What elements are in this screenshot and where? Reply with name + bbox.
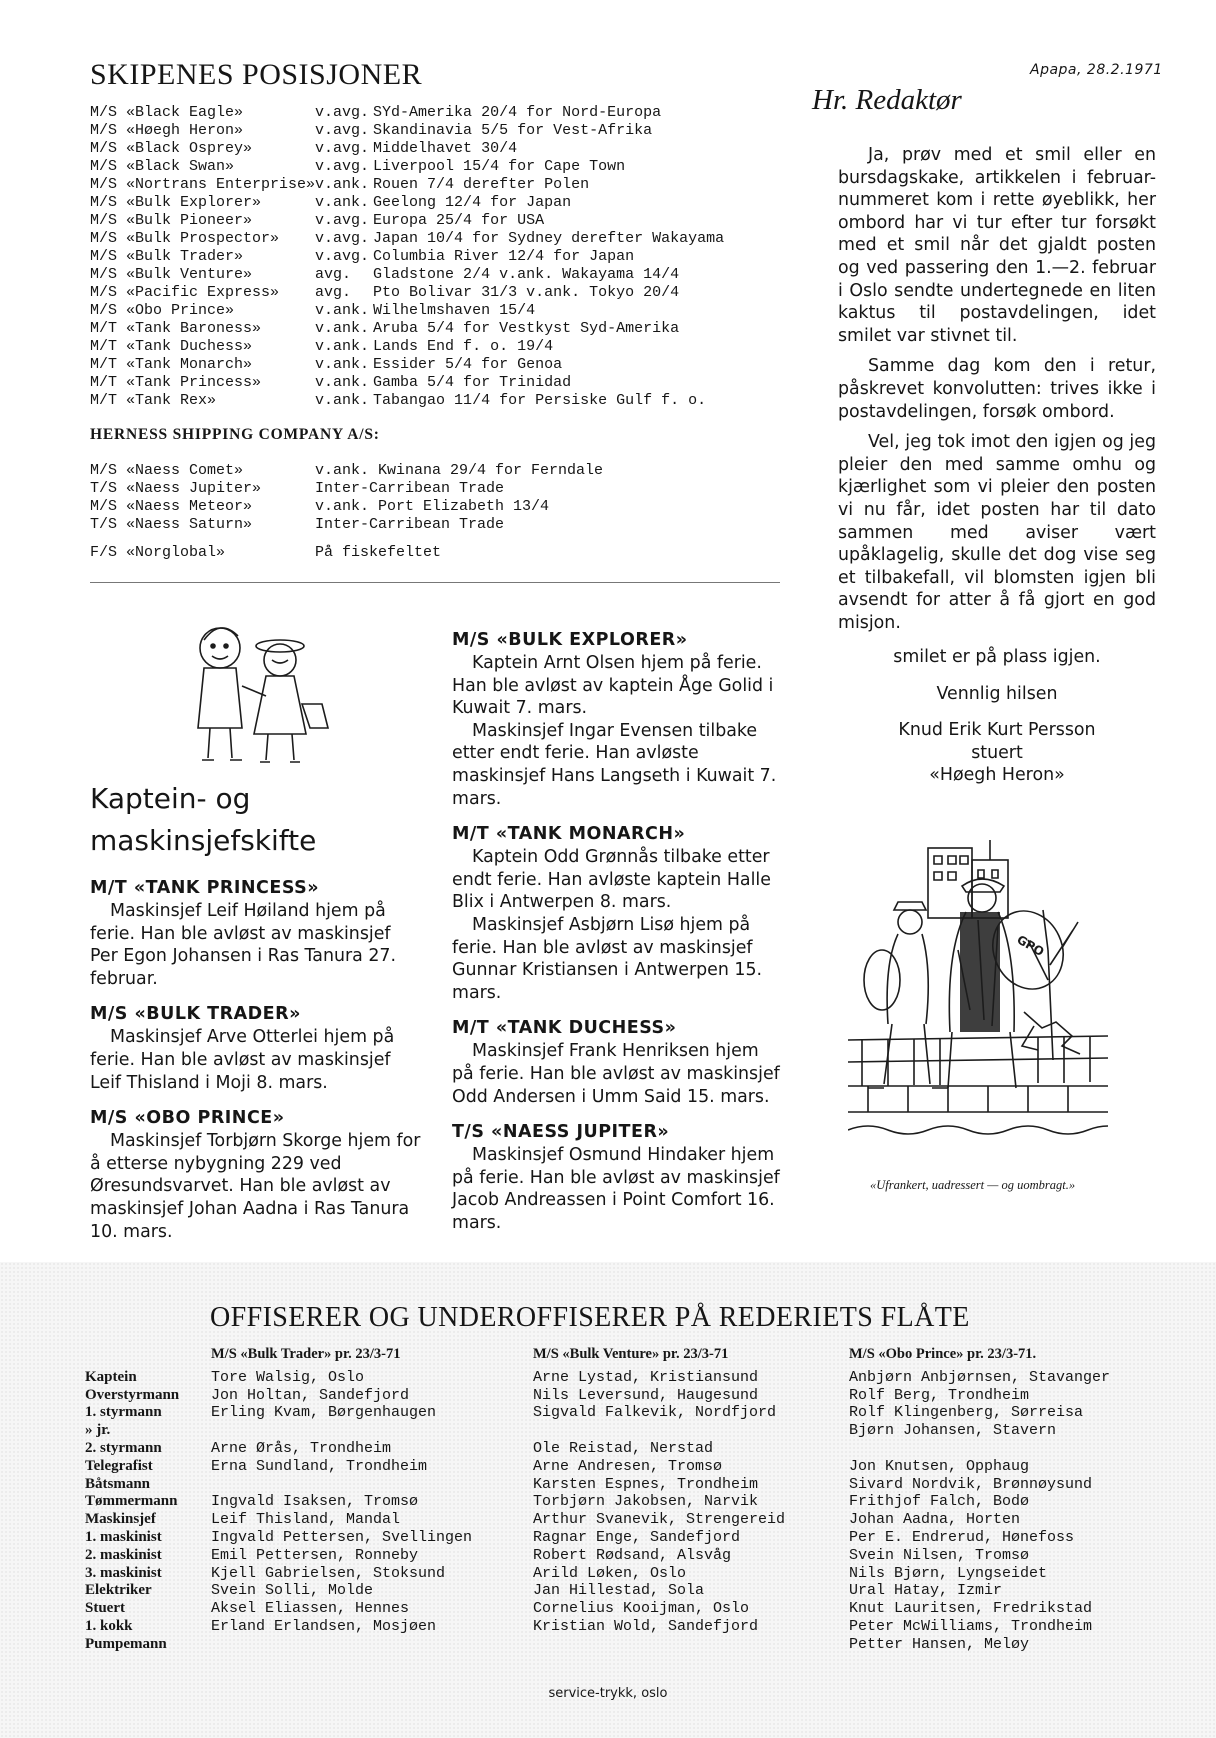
ship-detail: Europa 25/4 for USA — [373, 212, 545, 229]
officer-name: Petter Hansen, Meløy — [849, 1635, 1030, 1653]
article-heading: T/S «NAESS JUPITER» — [452, 1122, 670, 1143]
letter-closing — [838, 646, 1156, 787]
article-body — [452, 846, 782, 1004]
ship-status: v.ank. — [315, 176, 370, 193]
ship-name: M/S «Black Swan» — [90, 158, 235, 175]
officer-name: Arne Lystad, Kristiansund — [533, 1368, 759, 1386]
officer-row — [85, 1529, 1110, 1547]
officers-title: OFFISERER OG UNDEROFFISERER PÅ REDERIETS FLÅTE — [210, 1302, 970, 1333]
officer-name: Ingvald Isaksen, Tromsø — [211, 1493, 419, 1511]
column-title — [90, 778, 316, 862]
ship-row — [90, 462, 603, 480]
ship-status: v.avg. — [315, 104, 370, 121]
officer-role: Pumpemann — [85, 1635, 167, 1652]
officer-name: Nils Leversund, Haugesund — [533, 1386, 759, 1404]
officer-name: Kristian Wold, Sandefjord — [533, 1617, 759, 1635]
ship-row — [90, 392, 724, 410]
article-paragraph: Kaptein Arnt Olsen hjem på ferie. Han ble avløst av kaptein Åge Golid i Kuwait 7. mars. — [452, 653, 774, 719]
ship-status: v.avg. — [315, 158, 370, 175]
officer-name: Ole Reistad, Nerstad — [533, 1439, 714, 1457]
role-header — [85, 1346, 211, 1369]
ship-name: M/T «Tank Princess» — [90, 374, 262, 391]
ship-name: M/S «Høegh Heron» — [90, 122, 244, 139]
officer-name: Erna Sundland, Trondheim — [211, 1457, 428, 1475]
ship-header: M/S «Bulk Venture» pr. 23/3-71 — [533, 1346, 729, 1362]
article — [452, 630, 782, 810]
ship-detail: Essider 5/4 for Genoa — [373, 356, 563, 373]
ship-row — [90, 122, 724, 140]
article — [452, 1018, 782, 1108]
ship-name: M/S «Obo Prince» — [90, 302, 235, 319]
ship-detail: Gladstone 2/4 v.ank. Wakayama 14/4 — [373, 266, 680, 283]
article-heading: M/S «BULK EXPLORER» — [452, 630, 688, 650]
officer-name — [211, 1476, 533, 1494]
section-divider — [90, 582, 780, 583]
officer-name: Sivard Nordvik, Brønnøysund — [849, 1475, 1093, 1493]
mail-bag-label: GPO — [1014, 932, 1047, 960]
officer-role: Båtsmann — [85, 1475, 151, 1492]
officer-role: Telegrafist — [85, 1457, 153, 1474]
ship-row — [90, 480, 603, 498]
officer-row — [85, 1493, 1110, 1511]
positions-title: SKIPENES POSISJONER — [90, 58, 423, 91]
officer-name: Leif Thisland, Mandal — [211, 1511, 401, 1529]
article-paragraph: Kaptein Odd Grønnås tilbake etter endt ferie. Han avløste kaptein Halle Blix i Antwerpen 8. mars. — [452, 847, 771, 913]
officer-row — [85, 1387, 1110, 1405]
article — [452, 824, 782, 1004]
officer-role: 1. kokk — [85, 1617, 133, 1634]
ship-status: v.avg. — [315, 230, 370, 247]
officer-role: Maskinsjef — [85, 1511, 156, 1528]
ship-detail: Geelong 12/4 for Japan — [373, 194, 572, 211]
ship-status: v.ank. — [315, 338, 370, 355]
officer-name: Frithjof Falch, Bodø — [849, 1493, 1030, 1511]
ship-status: avg. — [315, 284, 352, 301]
ship-status: v.avg. — [315, 122, 370, 139]
signature-name: Knud Erik Kurt Persson — [898, 720, 1096, 741]
article-body — [90, 1130, 423, 1243]
article-paragraph: Maskinsjef Arve Otterlei hjem på ferie. Han ble avløst av maskinsjef Leif Thisland i Moji 8. mars. — [90, 1027, 395, 1093]
officer-row — [85, 1476, 1110, 1494]
article-heading: M/T «TANK DUCHESS» — [452, 1018, 677, 1039]
signature-title: stuert — [971, 742, 1023, 763]
ship-detail: SYd-Amerika 20/4 for Nord-Europa — [373, 104, 662, 121]
ship-detail: På fiskefeltet — [315, 544, 442, 561]
letter-paragraph: Ja, prøv med et smil eller en bursdagskake, artikkelen i februar-nummeret kom i rette øyeblikk, her ombord har vi tur efter tur forsøkt med et smil når det gjaldt posten og ved passering den 1.—2. februar i Oslo sendte undertegnede en liten kaktus til postavdelingen, idet smilet var stivnet til. — [838, 145, 1156, 346]
ship-detail: v.ank. Port Elizabeth 13/4 — [315, 498, 550, 515]
article-heading: M/T «TANK MONARCH» — [452, 824, 686, 845]
officer-role: 3. maskinist — [85, 1564, 162, 1581]
ship-row — [90, 158, 724, 176]
officer-name: Ragnar Enge, Sandefjord — [533, 1528, 741, 1546]
officer-name: Erland Erlandsen, Mosjøen — [211, 1617, 437, 1635]
officer-name: Arne Ørås, Trondheim — [211, 1439, 392, 1457]
officer-row — [85, 1582, 1110, 1600]
officer-name: Nils Bjørn, Lyngseidet — [849, 1564, 1048, 1582]
herness-title: HERNESS SHIPPING COMPANY A/S: — [90, 426, 380, 443]
officer-row — [85, 1565, 1110, 1583]
article-body — [90, 1026, 423, 1094]
ship-row — [90, 104, 724, 122]
column2-articles — [452, 630, 782, 1248]
officer-role: Elektriker — [85, 1582, 152, 1599]
ship-header: M/S «Obo Prince» pr. 23/3-71. — [849, 1346, 1037, 1362]
officer-name: Anbjørn Anbjørnsen, Stavanger — [849, 1368, 1111, 1386]
officer-name: Ingvald Pettersen, Svellingen — [211, 1528, 473, 1546]
mail-cartoon-illustration — [848, 830, 1108, 1160]
officer-name: Cornelius Kooijman, Oslo — [533, 1600, 750, 1618]
column1-articles — [90, 878, 423, 1257]
ship-name: M/S «Naess Comet» — [90, 462, 244, 479]
ship-name: M/S «Nortrans Enterprise» — [90, 176, 316, 193]
article-paragraph: Maskinsjef Ingar Evensen tilbake etter endt ferie. Han avløste maskinsjef Hans Langseth i Kuwait 7. mars. — [452, 720, 777, 809]
officer-role: 2. maskinist — [85, 1546, 162, 1563]
ship-row — [90, 140, 724, 158]
officer-name: Robert Rødsand, Alsvåg — [533, 1546, 732, 1564]
ship-name: M/S «Bulk Venture» — [90, 266, 253, 283]
officer-name: Torbjørn Jakobsen, Narvik — [533, 1493, 759, 1511]
ship-row — [90, 230, 724, 248]
spacer-cell — [90, 534, 315, 544]
officer-name: Jon Knutsen, Opphaug — [849, 1457, 1030, 1475]
article-paragraph: Maskinsjef Asbjørn Lisø hjem på ferie. Han ble avløst av maskinsjef Gunnar Kristiansen i Antwerpen 15. mars. — [452, 914, 763, 1003]
row-spacer — [90, 534, 603, 544]
ship-status: v.avg. — [315, 248, 370, 265]
article — [90, 878, 423, 990]
officer-role: Tømmermann — [85, 1493, 178, 1510]
ship-row — [90, 320, 724, 338]
officer-row — [85, 1369, 1110, 1387]
officer-name: Ural Hatay, Izmir — [849, 1582, 1003, 1600]
ship-row — [90, 212, 724, 230]
ship-status: v.ank. — [315, 320, 370, 337]
ship-status: v.avg. — [315, 212, 370, 229]
ship-detail: v.ank. Kwinana 29/4 for Ferndale — [315, 462, 604, 479]
officer-name: Johan Aadna, Horten — [849, 1511, 1021, 1529]
officer-row — [85, 1422, 1110, 1440]
ship-name: F/S «Norglobal» — [90, 544, 226, 561]
officer-name — [533, 1422, 849, 1440]
ship-detail: Japan 10/4 for Sydney derefter Wakayama — [373, 230, 725, 247]
officer-name — [533, 1636, 849, 1654]
ship-name: M/S «Bulk Pioneer» — [90, 212, 253, 229]
article-paragraph: Maskinsjef Frank Henriksen hjem på ferie. Han ble avløst av maskinsjef Odd Andersen i Umm Said 15. mars. — [452, 1041, 780, 1107]
herness-table — [90, 462, 603, 562]
article-body — [452, 652, 782, 810]
ship-detail: Gamba 5/4 for Trinidad — [373, 374, 572, 391]
ship-detail: Pto Bolivar 31/3 v.ank. Tokyo 20/4 — [373, 284, 680, 301]
ship-row — [90, 338, 724, 356]
ship-name: M/S «Naess Meteor» — [90, 498, 253, 515]
ship-name: M/T «Tank Monarch» — [90, 356, 253, 373]
ship-row — [90, 194, 724, 212]
cartoon-caption: «Ufrankert, uadressert — og uombragt.» — [870, 1178, 1076, 1192]
article — [452, 1122, 782, 1234]
ship-detail: Lands End f. o. 19/4 — [373, 338, 554, 355]
ship-row — [90, 176, 724, 194]
ship-row — [90, 356, 724, 374]
ship-row — [90, 498, 603, 516]
article-heading: M/S «OBO PRINCE» — [90, 1108, 285, 1129]
officers-header-row — [85, 1346, 1110, 1369]
ship-row — [90, 374, 724, 392]
officer-name: Arne Andresen, Tromsø — [533, 1457, 723, 1475]
officer-name — [849, 1440, 1110, 1458]
ship-detail: Inter-Carribean Trade — [315, 480, 505, 497]
ship-status: v.avg. — [315, 140, 370, 157]
officer-name: Karsten Espnes, Trondheim — [533, 1475, 759, 1493]
ship-name: M/T «Tank Duchess» — [90, 338, 253, 355]
officer-name: Rolf Klingenberg, Sørreisa — [849, 1404, 1084, 1422]
officer-role: Kaptein — [85, 1368, 137, 1385]
article-heading: M/S «BULK TRADER» — [90, 1004, 301, 1025]
ship-detail: Middelhavet 30/4 — [373, 140, 518, 157]
ship-status: avg. — [315, 266, 352, 283]
letter-body — [838, 144, 1156, 642]
officer-name: Svein Solli, Molde — [211, 1582, 374, 1600]
ship-detail: Rouen 7/4 derefter Polen — [373, 176, 590, 193]
ship-detail: Columbia River 12/4 for Japan — [373, 248, 635, 265]
officer-name — [211, 1422, 533, 1440]
ship-row — [90, 266, 724, 284]
officer-name: Svein Nilsen, Tromsø — [849, 1546, 1030, 1564]
article-body — [90, 900, 423, 990]
letter-regards: Vennlig hilsen — [936, 683, 1058, 704]
ship-name: M/S «Bulk Trader» — [90, 248, 244, 265]
ship-detail: Inter-Carribean Trade — [315, 516, 505, 533]
ship-name: M/S «Bulk Prospector» — [90, 230, 280, 247]
article-body — [452, 1144, 782, 1234]
ship-name: M/T «Tank Baroness» — [90, 320, 262, 337]
officer-name: Per E. Endrerud, Hønefoss — [849, 1528, 1075, 1546]
officer-row — [85, 1440, 1110, 1458]
ship-name: M/S «Black Eagle» — [90, 104, 244, 121]
ship-header: M/S «Bulk Trader» pr. 23/3-71 — [211, 1346, 401, 1362]
ship-name: M/S «Pacific Express» — [90, 284, 280, 301]
officer-name: Sigvald Falkevik, Nordfjord — [533, 1404, 777, 1422]
officer-name — [211, 1636, 533, 1654]
officer-role: Stuert — [85, 1600, 125, 1617]
ship-detail: Aruba 5/4 for Vestkyst Syd-Amerika — [373, 320, 680, 337]
article-paragraph: Maskinsjef Torbjørn Skorge hjem for å etterse nybygning 229 ved Øresundsvarvet. Han ble avløst av maskinsjef Johan Aadna i Ras Tanura 10. mars. — [90, 1131, 421, 1242]
article — [90, 1004, 423, 1094]
signature-ship: «Høegh Heron» — [929, 765, 1065, 786]
ship-name: M/T «Tank Rex» — [90, 392, 217, 409]
officer-name: Jon Holtan, Sandefjord — [211, 1386, 410, 1404]
officer-name: Rolf Berg, Trondheim — [849, 1386, 1030, 1404]
ship-status: v.ank. — [315, 374, 370, 391]
ship-row — [90, 544, 603, 562]
officer-name: Emil Pettersen, Ronneby — [211, 1546, 419, 1564]
officer-row — [85, 1636, 1110, 1654]
officer-name: Kjell Gabrielsen, Stoksund — [211, 1564, 446, 1582]
officer-name: Jan Hillestad, Sola — [533, 1582, 705, 1600]
officer-role: 1. maskinist — [85, 1528, 162, 1545]
ship-status: v.ank. — [315, 356, 370, 373]
officer-row — [85, 1511, 1110, 1529]
officer-name: Knut Lauritsen, Fredrikstad — [849, 1600, 1093, 1618]
ship-detail: Liverpool 15/4 for Cape Town — [373, 158, 626, 175]
ship-row — [90, 302, 724, 320]
ship-name: M/S «Bulk Explorer» — [90, 194, 262, 211]
officer-row — [85, 1404, 1110, 1422]
letter-greeting: Hr. Redaktør — [812, 84, 962, 116]
officer-role: Overstyrmann — [85, 1386, 180, 1403]
ship-name: T/S «Naess Saturn» — [90, 516, 253, 533]
officer-name: Arild Løken, Oslo — [533, 1564, 687, 1582]
ship-detail: Wilhelmshaven 15/4 — [373, 302, 536, 319]
officer-name: Tore Walsig, Oslo — [211, 1368, 365, 1386]
article-paragraph: Maskinsjef Osmund Hindaker hjem på ferie. Han ble avløst av maskinsjef Jacob Andreassen i Point Comfort 16. mars. — [452, 1145, 780, 1233]
officer-name: Bjørn Johansen, Stavern — [849, 1422, 1057, 1440]
article — [90, 1108, 423, 1243]
officer-role: 2. styrmann — [85, 1439, 162, 1456]
ship-status: v.ank. — [315, 194, 370, 211]
officer-role: 1. styrmann — [85, 1404, 162, 1421]
positions-table — [90, 104, 724, 410]
letter-paragraph: Vel, jeg tok imot den igjen og jeg pleier den med samme omhu og kjærlighet som vi pleier den posten vi nu får, idet posten har til dato sammen med aviser vært upåklagelig, skulle det dog vise seg et tilbakefall, vil blomsten igjen bli avsendt for atter å få gjort en god misjon. — [838, 432, 1156, 633]
letter-closing-line: smilet er på plass igjen. — [893, 647, 1101, 667]
ship-detail: Skandinavia 5/5 for Vest-Afrika — [373, 122, 653, 139]
ship-row — [90, 248, 724, 266]
officer-name: Peter McWilliams, Trondheim — [849, 1617, 1093, 1635]
officers-table — [85, 1346, 1110, 1654]
couple-cartoon-illustration — [180, 620, 340, 770]
officer-row — [85, 1618, 1110, 1636]
officer-row — [85, 1547, 1110, 1565]
article-body — [452, 1040, 782, 1108]
footer-imprint: service-trykk, oslo — [548, 1686, 668, 1701]
article-heading: M/T «TANK PRINCESS» — [90, 878, 320, 898]
officer-name: Aksel Eliassen, Hennes — [211, 1600, 410, 1618]
ship-detail: Tabangao 11/4 for Persiske Gulf f. o. — [373, 392, 707, 409]
article-paragraph: Maskinsjef Leif Høiland hjem på ferie. Han ble avløst av maskinsjef Per Egon Johansen i Ras Tanura 27. februar. — [90, 901, 396, 989]
letter-paragraph: Samme dag kom den i retur, påskrevet konvolutten: trives ikke i postavdelingen, forsøk ombord. — [838, 356, 1156, 422]
column-title-line: Kaptein- og — [90, 782, 251, 815]
ship-row — [90, 284, 724, 302]
officer-name: Arthur Svanevik, Strengereid — [533, 1511, 786, 1529]
letter-date: Apapa, 28.2.1971 — [1030, 62, 1163, 78]
column-title-line: maskinsjefskifte — [90, 824, 317, 857]
officer-row — [85, 1600, 1110, 1618]
ship-status: v.ank. — [315, 392, 370, 409]
ship-status: v.ank. — [315, 302, 370, 319]
officer-name: Erling Kvam, Børgenhaugen — [211, 1404, 437, 1422]
officer-row — [85, 1458, 1110, 1476]
officer-role: » jr. — [85, 1422, 111, 1439]
ship-row — [90, 516, 603, 534]
ship-name: M/S «Black Osprey» — [90, 140, 253, 157]
ship-name: T/S «Naess Jupiter» — [90, 480, 262, 497]
